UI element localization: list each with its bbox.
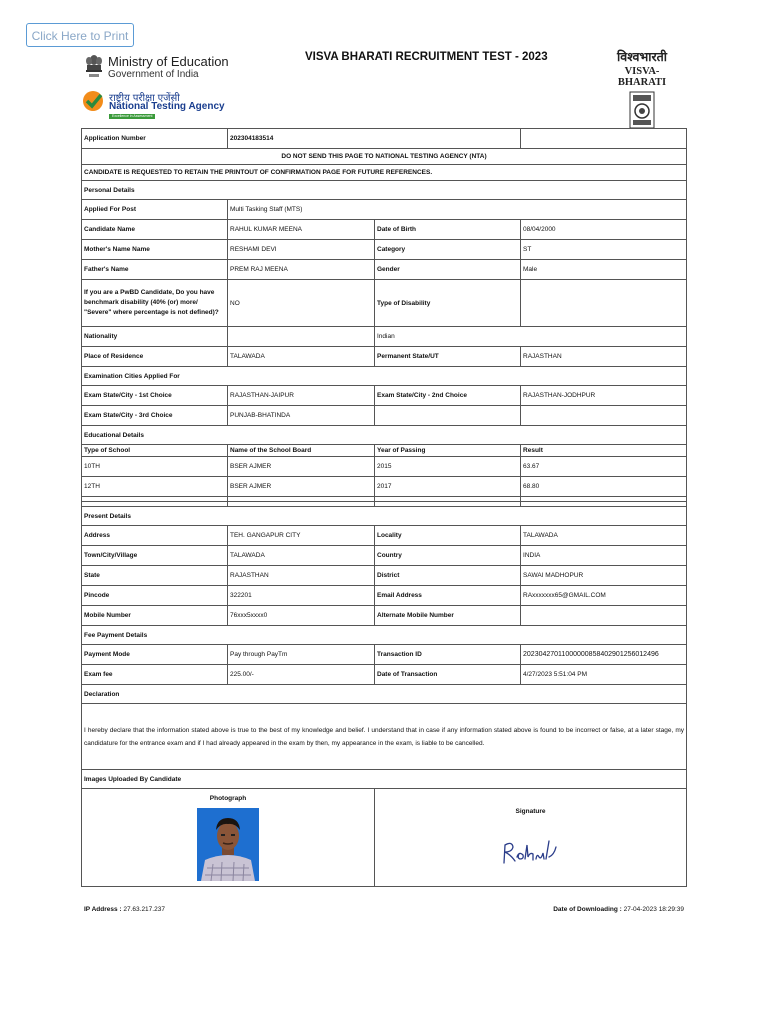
edu-type: 10TH: [82, 457, 228, 477]
edu-result: 63.67: [521, 457, 687, 477]
images-heading: Images Uploaded By Candidate: [82, 770, 687, 789]
nta-check-icon: [82, 90, 104, 112]
nationality-value: Indian: [375, 327, 687, 347]
address-value: TEH. GANGAPUR CITY: [228, 526, 375, 546]
town-label: Town/City/Village: [82, 546, 228, 566]
edu-result: 68.80: [521, 477, 687, 497]
exam-cities-heading: Examination Cities Applied For: [82, 367, 687, 386]
candidate-name-label: Candidate Name: [82, 220, 228, 240]
declaration-heading: Declaration: [82, 685, 687, 704]
ip-label: IP Address :: [84, 906, 124, 913]
edu-year: 2017: [375, 477, 521, 497]
empty-cell: [375, 406, 521, 426]
state-value: RAJASTHAN: [228, 566, 375, 586]
country-value: INDIA: [521, 546, 687, 566]
declaration-text: I hereby declare that the information stated above is true to the best of my knowledge and belief. I understand that in case if any information stated above is found to be incorrect or false, at a later stage, my candidature for the entrance exam and if I had already appeared in the exam by then, my appearance in the exam, is liable to be cancelled.: [82, 704, 687, 770]
edu-col-type: Type of School: [82, 445, 228, 457]
payment-mode-label: Payment Mode: [82, 645, 228, 665]
city-choice-1-value: RAJASTHAN-JAIPUR: [228, 386, 375, 406]
district-value: SAWAI MADHOPUR: [521, 566, 687, 586]
city-choice-1-label: Exam State/City - 1st Choice: [82, 386, 228, 406]
transaction-id-value: 20230427011000000858402901256012496: [521, 645, 687, 665]
visva-bharati-logo: [609, 48, 675, 134]
signature-cell: [375, 789, 687, 887]
edu-board: BSER AJMER: [228, 477, 375, 497]
applied-post-value: Multi Tasking Staff (MTS): [228, 200, 687, 220]
alt-mobile-label: Alternate Mobile Number: [375, 606, 521, 626]
print-button[interactable]: Click Here to Print: [26, 23, 134, 47]
application-number-label: Application Number: [82, 129, 228, 149]
pincode-label: Pincode: [82, 586, 228, 606]
mobile-value: 76xxx5xxxx0: [228, 606, 375, 626]
residence-label: Place of Residence: [82, 347, 228, 367]
pwbd-label: If you are a PwBD Candidate, Do you have benchmark disability (40% (or) more/ "Severe" where percentage is not defined)?: [82, 280, 228, 327]
edu-col-year: Year of Passing: [375, 445, 521, 457]
ministry-of-education-logo: [84, 50, 244, 84]
confirmation-form: [81, 128, 687, 887]
photograph-label: Photograph: [209, 794, 247, 802]
address-label: Address: [82, 526, 228, 546]
email-value: RAxxxxxxx65@GMAIL.COM: [521, 586, 687, 606]
district-label: District: [375, 566, 521, 586]
category-value: ST: [521, 240, 687, 260]
pincode-value: 322201: [228, 586, 375, 606]
edu-board: BSER AJMER: [228, 457, 375, 477]
empty-cell: [521, 406, 687, 426]
gender-label: Gender: [375, 260, 521, 280]
table-row: [82, 477, 687, 497]
city-choice-3-value: PUNJAB-BHATINDA: [228, 406, 375, 426]
disability-type-label: Type of Disability: [375, 280, 521, 327]
fee-payment-heading: Fee Payment Details: [82, 626, 687, 645]
gender-value: Male: [521, 260, 687, 280]
empty-cell: [228, 327, 375, 347]
vb-hindi-name: विश्वभारती: [617, 50, 667, 64]
category-label: Category: [375, 240, 521, 260]
father-name-value: PREM RAJ MEENA: [228, 260, 375, 280]
photograph-cell: [82, 789, 375, 887]
dob-value: 08/04/2000: [521, 220, 687, 240]
locality-value: TALAWADA: [521, 526, 687, 546]
applied-post-label: Applied For Post: [82, 200, 228, 220]
ip-address: [84, 906, 165, 913]
notice-retain-printout: CANDIDATE IS REQUESTED TO RETAIN THE PRINTOUT OF CONFIRMATION PAGE FOR FUTURE REFERENCES.: [82, 165, 687, 181]
edu-col-result: Result: [521, 445, 687, 457]
government-name: Government of India: [108, 69, 199, 80]
empty-cell: [521, 129, 687, 149]
download-value: 27-04-2023 18:29:39: [623, 906, 684, 913]
transaction-date-value: 4/27/2023 5:51:04 PM: [521, 665, 687, 685]
permanent-state-label: Permanent State/UT: [375, 347, 521, 367]
ministry-name: Ministry of Education: [108, 54, 229, 69]
city-choice-2-label: Exam State/City - 2nd Choice: [375, 386, 521, 406]
state-label: State: [82, 566, 228, 586]
nta-name: National Testing Agency: [109, 101, 225, 112]
candidate-signature: [498, 835, 564, 867]
city-choice-3-label: Exam State/City - 3rd Choice: [82, 406, 228, 426]
edu-type: 12TH: [82, 477, 228, 497]
country-label: Country: [375, 546, 521, 566]
nta-tagline: Excellence in Assessment: [109, 114, 155, 119]
email-label: Email Address: [375, 586, 521, 606]
candidate-name-value: RAHUL KUMAR MEENA: [228, 220, 375, 240]
mobile-label: Mobile Number: [82, 606, 228, 626]
permanent-state-value: RAJASTHAN: [521, 347, 687, 367]
candidate-photo: [197, 808, 259, 881]
download-date: [553, 906, 684, 913]
exam-fee-value: 225.00/-: [228, 665, 375, 685]
disability-type-value: [521, 280, 687, 327]
dob-label: Date of Birth: [375, 220, 521, 240]
nta-hindi-name: राष्ट्रीय परीक्षा एजेंसी: [109, 93, 180, 104]
present-details-heading: Present Details: [82, 507, 687, 526]
transaction-date-label: Date of Transaction: [375, 665, 521, 685]
education-heading: Educational Details: [82, 426, 687, 445]
locality-label: Locality: [375, 526, 521, 546]
nationality-label: Nationality: [82, 327, 228, 347]
ip-value: 27.63.217.237: [123, 906, 165, 913]
mother-name-label: Mother's Name Name: [82, 240, 228, 260]
table-row: [82, 457, 687, 477]
ashoka-emblem-icon: [84, 52, 104, 82]
personal-details-heading: Personal Details: [82, 181, 687, 200]
application-number: 202304183514: [228, 129, 521, 149]
edu-col-board: Name of the School Board: [228, 445, 375, 457]
mother-name-value: RESHAMI DEVI: [228, 240, 375, 260]
alt-mobile-value: [521, 606, 687, 626]
university-seal-icon: [629, 91, 655, 129]
payment-mode-value: Pay through PayTm: [228, 645, 375, 665]
transaction-id-label: Transaction ID: [375, 645, 521, 665]
residence-value: TALAWADA: [228, 347, 375, 367]
signature-label: Signature: [515, 808, 546, 815]
notice-do-not-send: DO NOT SEND THIS PAGE TO NATIONAL TESTING AGENCY (NTA): [82, 149, 687, 165]
edu-year: 2015: [375, 457, 521, 477]
city-choice-2-value: RAJASTHAN-JODHPUR: [521, 386, 687, 406]
page-title: VISVA BHARATI RECRUITMENT TEST - 2023: [305, 51, 548, 63]
exam-fee-label: Exam fee: [82, 665, 228, 685]
download-label: Date of Downloading :: [553, 906, 624, 913]
town-value: TALAWADA: [228, 546, 375, 566]
nta-logo: [82, 88, 242, 120]
vb-english-name: VISVA-BHARATI: [617, 66, 667, 88]
pwbd-value: NO: [228, 280, 375, 327]
father-name-label: Father's Name: [82, 260, 228, 280]
